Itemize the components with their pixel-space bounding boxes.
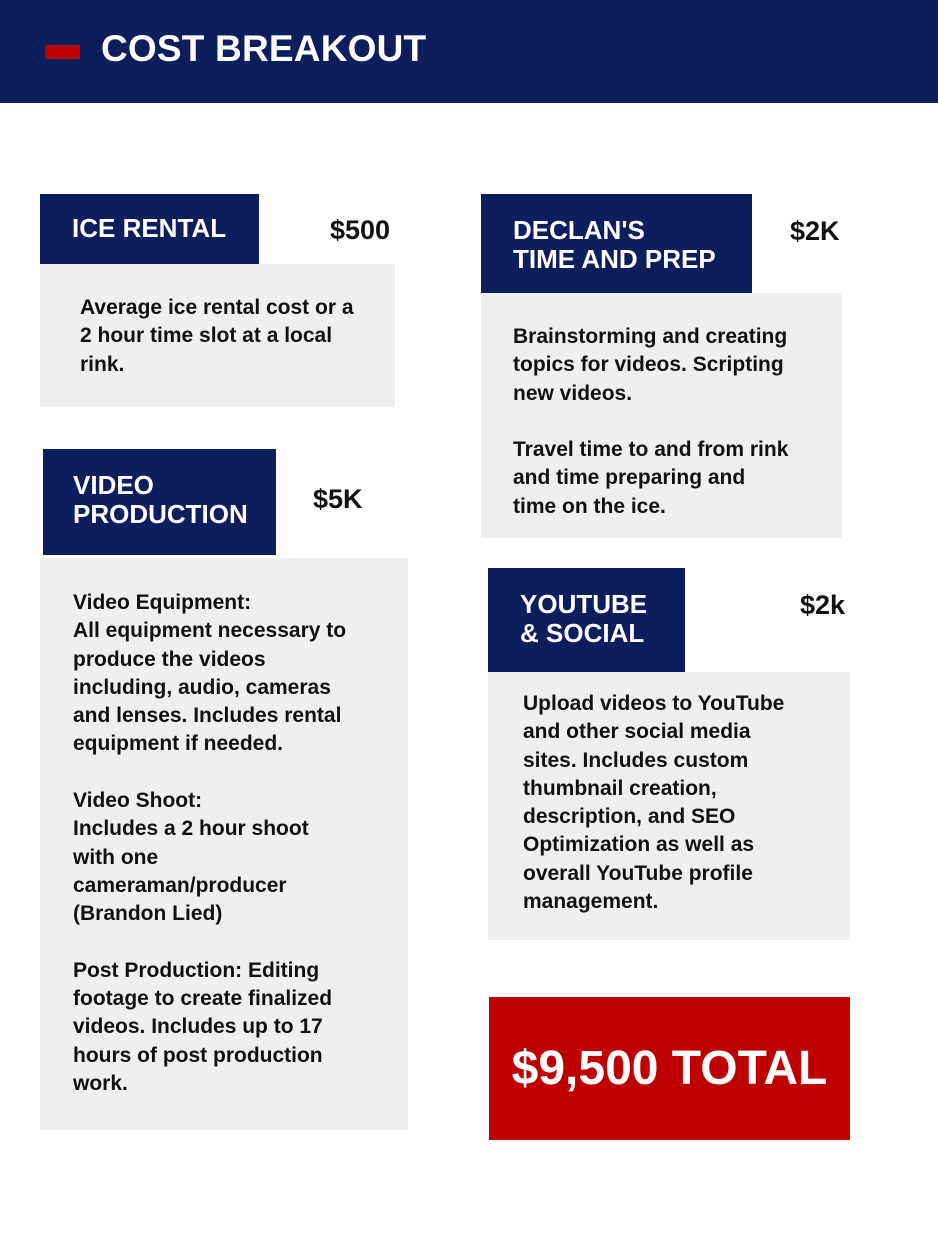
video-production-price: $5K	[313, 484, 363, 514]
ice-rental-title: ICE RENTAL	[40, 194, 259, 264]
declans-time-price: $2K	[790, 216, 840, 246]
total-label: $9,500 TOTAL	[511, 1042, 828, 1095]
video-production-title: VIDEO PRODUCTION	[43, 449, 276, 555]
total-banner	[489, 997, 850, 1140]
header-accent-bar	[45, 45, 80, 59]
declans-time-title: DECLAN'S TIME AND PREP	[481, 194, 752, 293]
ice-rental-price: $500	[330, 215, 391, 245]
youtube-social-description: Upload videos to YouTube and other social media sites. Includes custom thumbnail creation, description, and SEO Optimization as well as overall YouTube profile management.	[488, 672, 850, 940]
youtube-social-title: YOUTUBE & SOCIAL	[488, 568, 685, 672]
page-title: COST BREAKOUT	[101, 28, 427, 69]
header-bar	[0, 0, 938, 103]
ice-rental-description: Average ice rental cost or a 2 hour time slot at a local rink.	[40, 264, 395, 407]
youtube-social-price: $2k	[800, 590, 846, 620]
video-production-description: Video Equipment: All equipment necessary to produce the videos including, audio, cameras and lenses. Includes rental equipment if needed. Video Shoot: Includes a 2 hour shoot with one cameraman/producer (Brandon Lied) Post Production: Editing footage to create finalized videos. Includes up to 17 hours of post production work.	[40, 558, 408, 1130]
declans-time-description: Brainstorming and creating topics for videos. Scripting new videos. Travel time to and from rink and time preparing and time on the ice.	[481, 293, 842, 538]
